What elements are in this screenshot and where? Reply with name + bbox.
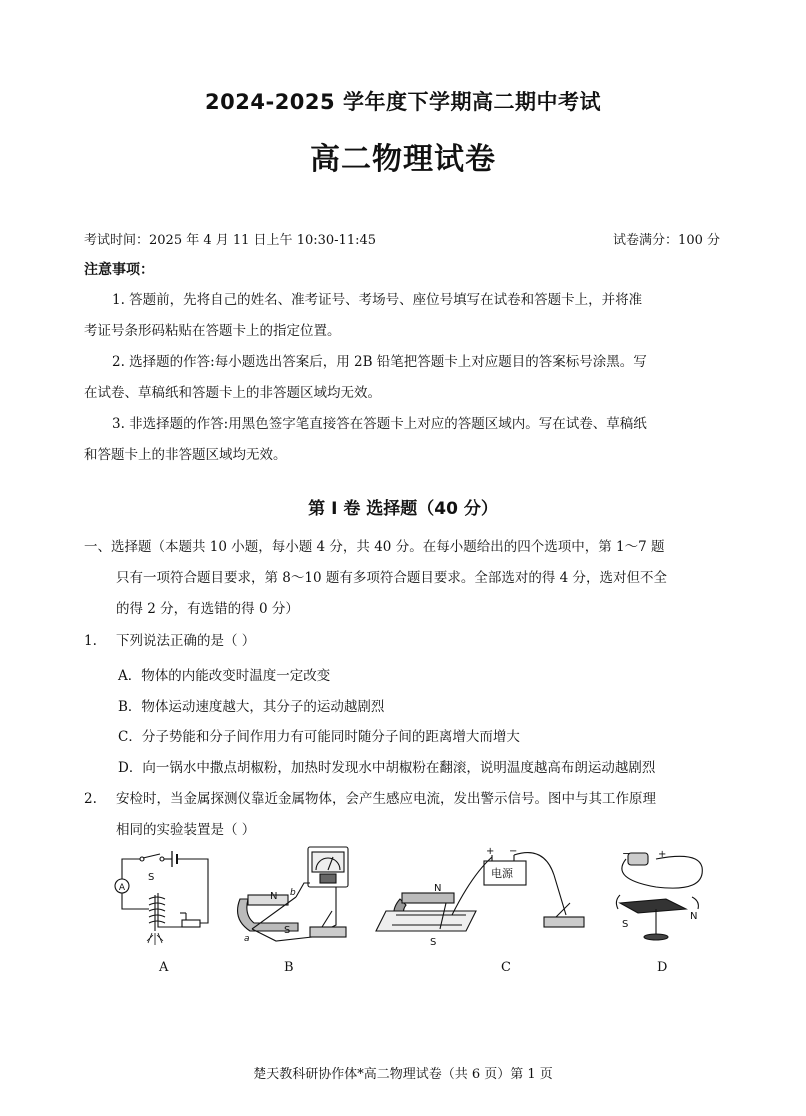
option-a: A．物体的内能改变时温度一定改变 — [118, 668, 331, 684]
section-title: 第 I 卷 选择题（40 分） — [308, 499, 498, 519]
question-2 — [84, 784, 656, 815]
section-heading-line1: 一、选择题（本题共 10 小题，每小题 4 分，共 40 分。在每小题给出的四个选项中，第 1～7 题 — [84, 539, 665, 555]
notice-item-2-line2: 在试卷、草稿纸和答题卡上的非答题区域均无效。 — [84, 385, 381, 401]
figure-d-minus: − — [622, 847, 632, 860]
notice-item-3 — [84, 409, 724, 471]
page-footer: 楚天教科研协作体*高二物理试卷（共 6 页）第 1 页 — [253, 1067, 553, 1082]
option-d: D．向一锅水中撒点胡椒粉，加热时发现水中胡椒粉在翻滚，说明温度越高布朗运动越剧烈 — [118, 760, 656, 776]
notice-item-1-line2: 考证号条形码粘贴在答题卡上的指定位置。 — [84, 323, 341, 339]
option-b: B．物体运动速度越大，其分子的运动越剧烈 — [118, 699, 385, 715]
figure-c-apparatus — [376, 853, 584, 932]
notice-item-1-line1: 1. 答题前，先将自己的姓名、准考证号、考场号、座位号填写在试卷和答题卡上，并将准 — [112, 292, 643, 308]
figure-c-minus: − — [509, 846, 518, 857]
section-heading — [84, 532, 728, 625]
option-c: C．分子势能和分子间作用力有可能同时随分子间的距离增大而增大 — [118, 729, 520, 745]
question-1 — [84, 626, 255, 657]
figure-d-plus: + — [658, 849, 667, 860]
notice-heading: 注意事项： — [84, 262, 154, 278]
exam-time: 考试时间：2025 年 4 月 11 日上午 10:30-11:45 — [84, 233, 377, 248]
figure-c-north: N — [434, 883, 442, 894]
figure-b-end-a: a — [244, 934, 250, 944]
figure-a-circuit — [122, 851, 208, 945]
figure-label-d: D — [657, 960, 668, 975]
figure-c-south: S — [430, 937, 437, 948]
exam-title: 2024-2025 学年度下学期高二期中考试 — [205, 90, 601, 114]
section-heading-line3: 的得 2 分，有选错的得 0 分） — [116, 601, 299, 617]
figure-c-power-source: 电源 — [491, 867, 513, 880]
question-number: 2. — [84, 791, 97, 807]
experiment-figures — [100, 843, 720, 953]
figure-b-south: S — [284, 925, 291, 936]
notice-item-3-line2: 和答题卡上的非答题区域均无效。 — [84, 447, 287, 463]
figure-a-meter-label: A — [118, 883, 126, 893]
notice-item-2 — [84, 347, 724, 409]
figure-d-apparatus — [616, 853, 702, 940]
figure-d-north: N — [690, 911, 698, 922]
question-stem: 下列说法正确的是（ ） — [116, 633, 256, 649]
figure-b-end-b: b — [290, 888, 296, 898]
figure-label-a: A — [159, 960, 169, 975]
section-heading-line2: 只有一项符合题目要求，第 8～10 题有多项符合题目要求。全部选对的得 4 分，选对但不全 — [116, 570, 668, 586]
full-score: 试卷满分：100 分 — [613, 233, 720, 248]
figure-c-plus: + — [486, 846, 495, 857]
question-2-line2: 相同的实验装置是（ ） — [116, 822, 256, 838]
figure-label-b: B — [284, 960, 294, 975]
figure-b-north: N — [270, 891, 278, 902]
figure-label-c: C — [501, 960, 511, 975]
notice-item-1 — [84, 285, 724, 347]
figure-d-south: S — [622, 919, 629, 930]
figure-a-switch-label: S — [148, 872, 155, 883]
paper-title: 高二物理试卷 — [310, 142, 496, 177]
notice-item-2-line1: 2. 选择题的作答:每小题选出答案后，用 2B 铅笔把答题卡上对应题目的答案标号涂黑。写 — [112, 354, 647, 370]
question-number: 1. — [84, 633, 97, 649]
notice-item-3-line1: 3. 非选择题的作答:用黑色签字笔直接答在答题卡上对应的答题区域内。写在试卷、草稿纸 — [112, 416, 647, 432]
question-stem-line1: 安检时，当金属探测仪靠近金属物体，会产生感应电流，发出警示信号。图中与其工作原理 — [116, 791, 656, 807]
